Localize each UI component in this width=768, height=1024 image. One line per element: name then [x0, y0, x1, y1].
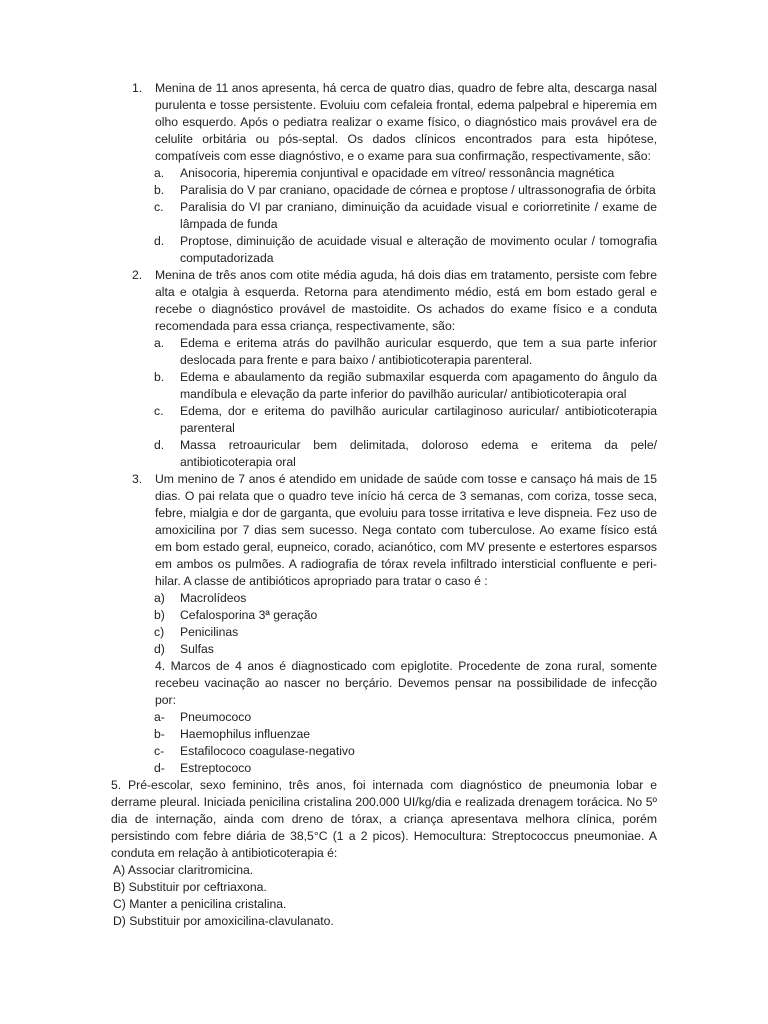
option [154, 590, 657, 607]
option-letter: b. [154, 183, 165, 197]
question-1 [132, 80, 657, 165]
option: A) Associar claritromicina. [113, 863, 254, 877]
option-text: Edema e eritema atrás do pavilhão auricular esquerdo, que tem a sua parte inferior deslocada para frente e para baixo / antibioticoterapia parenteral. [180, 336, 657, 367]
option-text: Edema e abaulamento da região submaxilar esquerda com apagamento do ângulo da mandíbula e elevação da parte inferior do pavilhão auricular/ antibioticoterapia oral [180, 370, 657, 401]
option-letter: c. [154, 404, 164, 418]
option-text: Massa retroauricular bem delimitada, doloroso edema e eritema da pele/ antibioticoterapia oral [180, 438, 657, 469]
option-letter: c- [154, 744, 165, 758]
question-text: Menina de três anos com otite média aguda, há dois dias em tratamento, persiste com febre alta e otalgia à esquerda. Retorna para atendimento médio, está em bom estado geral e recebe o diagnóstico provável de mastoidite. Os achados do exame físico e a conduta recomendada para essa criança, respectivamente, são: [155, 268, 657, 333]
option [154, 403, 657, 437]
option-letter: c. [154, 200, 164, 214]
option [154, 165, 657, 182]
option-text: Pneumococo [180, 710, 252, 724]
question-4 [155, 658, 657, 709]
option-letter: a. [154, 336, 165, 350]
option [154, 624, 657, 641]
option-text: Paralisia do VI par craniano, diminuição da acuidade visual e coriorretinite / exame de lâmpada de funda [180, 200, 657, 231]
question-5 [111, 777, 657, 862]
option-letter: d. [154, 438, 165, 452]
option [154, 743, 657, 760]
question-number: 1. [132, 81, 143, 95]
option-text: Proptose, diminuição de acuidade visual e alteração de movimento ocular / tomografia computadorizada [180, 234, 657, 265]
option-letter: d. [154, 234, 165, 248]
option-letter: b. [154, 370, 165, 384]
option-letter: b) [154, 608, 165, 622]
question-text: 4. Marcos de 4 anos é diagnosticado com epiglotite. Procedente de zona rural, somente recebeu vacinação ao nascer no berçário. Devemos pensar na possibilidade de infecção por: [155, 659, 657, 707]
option-text: Anisocoria, hiperemia conjuntival e opacidade em vítreo/ ressonância magnética [180, 166, 615, 180]
option-text: Macrolídeos [180, 591, 247, 605]
option [154, 760, 657, 777]
option [154, 726, 657, 743]
option-text: Estreptococo [180, 761, 252, 775]
option-letter: a. [154, 166, 165, 180]
option-text: Penicilinas [180, 625, 239, 639]
option-text: Paralisia do V par craniano, opacidade de córnea e proptose / ultrassonografia de órbita [180, 183, 656, 197]
document-page [0, 80, 768, 930]
option-text: Haemophilus influenzae [180, 727, 311, 741]
option-text: Estafilococo coagulase-negativo [180, 744, 355, 758]
option [154, 199, 657, 233]
option-text: Sulfas [180, 642, 214, 656]
option [154, 437, 657, 471]
question-2 [132, 267, 657, 335]
option-letter: d) [154, 642, 165, 656]
option-letter: b- [154, 727, 165, 741]
option: B) Substituir por ceftriaxona. [113, 880, 267, 894]
option: C) Manter a penicilina cristalina. [113, 897, 287, 911]
question-number: 3. [132, 472, 143, 486]
option [154, 233, 657, 267]
question-text: Um menino de 7 anos é atendido em unidade de saúde com tosse e cansaço há mais de 15 dias. O pai relata que o quadro teve início há cerca de 3 semanas, com coriza, tosse seca, febre, mialgia e dor de garganta, que evoluiu para tosse irritativa e leve dispneia. Fez uso de amoxicilina por 7 dias sem sucesso. Nega contato com tuberculose. Ao exame físico está em bom estado geral, eupneico, corado, acianótico, com MV presente e estertores esparsos em ambos os pulmões. A radiografia de tórax revela infiltrado intersticial confluente e peri-hilar. A classe de antibióticos apropriado para tratar o caso é : [155, 472, 657, 588]
option-letter: c) [154, 625, 165, 639]
option: D) Substituir por amoxicilina-clavulanato. [113, 914, 334, 928]
question-text: 5. Pré-escolar, sexo feminino, três anos, foi internada com diagnóstico de pneumonia lobar e derrame pleural. Iniciada penicilina cristalina 200.000 UI/kg/dia e realizada drenagem torácica. No 5º dia de internação, ainda com dreno de tórax, a criança apresentava melhora clínica, porém persistindo com febre diária de 38,5°C (1 a 2 picos). Hemocultura: Streptococcus pneumoniae. A conduta em relação à antibioticoterapia é: [111, 778, 657, 860]
option-letter: a) [154, 591, 165, 605]
option [154, 182, 657, 199]
option [154, 607, 657, 624]
option [154, 641, 657, 658]
option-text: Edema, dor e eritema do pavilhão auricular cartilaginoso auricular/ antibioticoterapia parenteral [180, 404, 657, 435]
question-text: Menina de 11 anos apresenta, há cerca de quatro dias, quadro de febre alta, descarga nasal purulenta e tosse persistente. Evoluiu com cefaleia frontal, edema palpebral e hiperemia em olho esquerdo. Após o pediatra realizar o exame físico, o diagnóstico mais provável era de celulite orbitária ou pós-septal. Os dados clínicos encontrados para esta hipótese, compatíveis com esse diagnóstivo, e o exame para sua confirmação, respectivamente, são: [155, 81, 657, 163]
option-letter: a- [154, 710, 165, 724]
question-3 [132, 471, 657, 590]
question-number: 2. [132, 268, 143, 282]
option [154, 369, 657, 403]
option-text: Cefalosporina 3ª geração [180, 608, 318, 622]
option [154, 709, 657, 726]
option-letter: d- [154, 761, 165, 775]
option [154, 335, 657, 369]
